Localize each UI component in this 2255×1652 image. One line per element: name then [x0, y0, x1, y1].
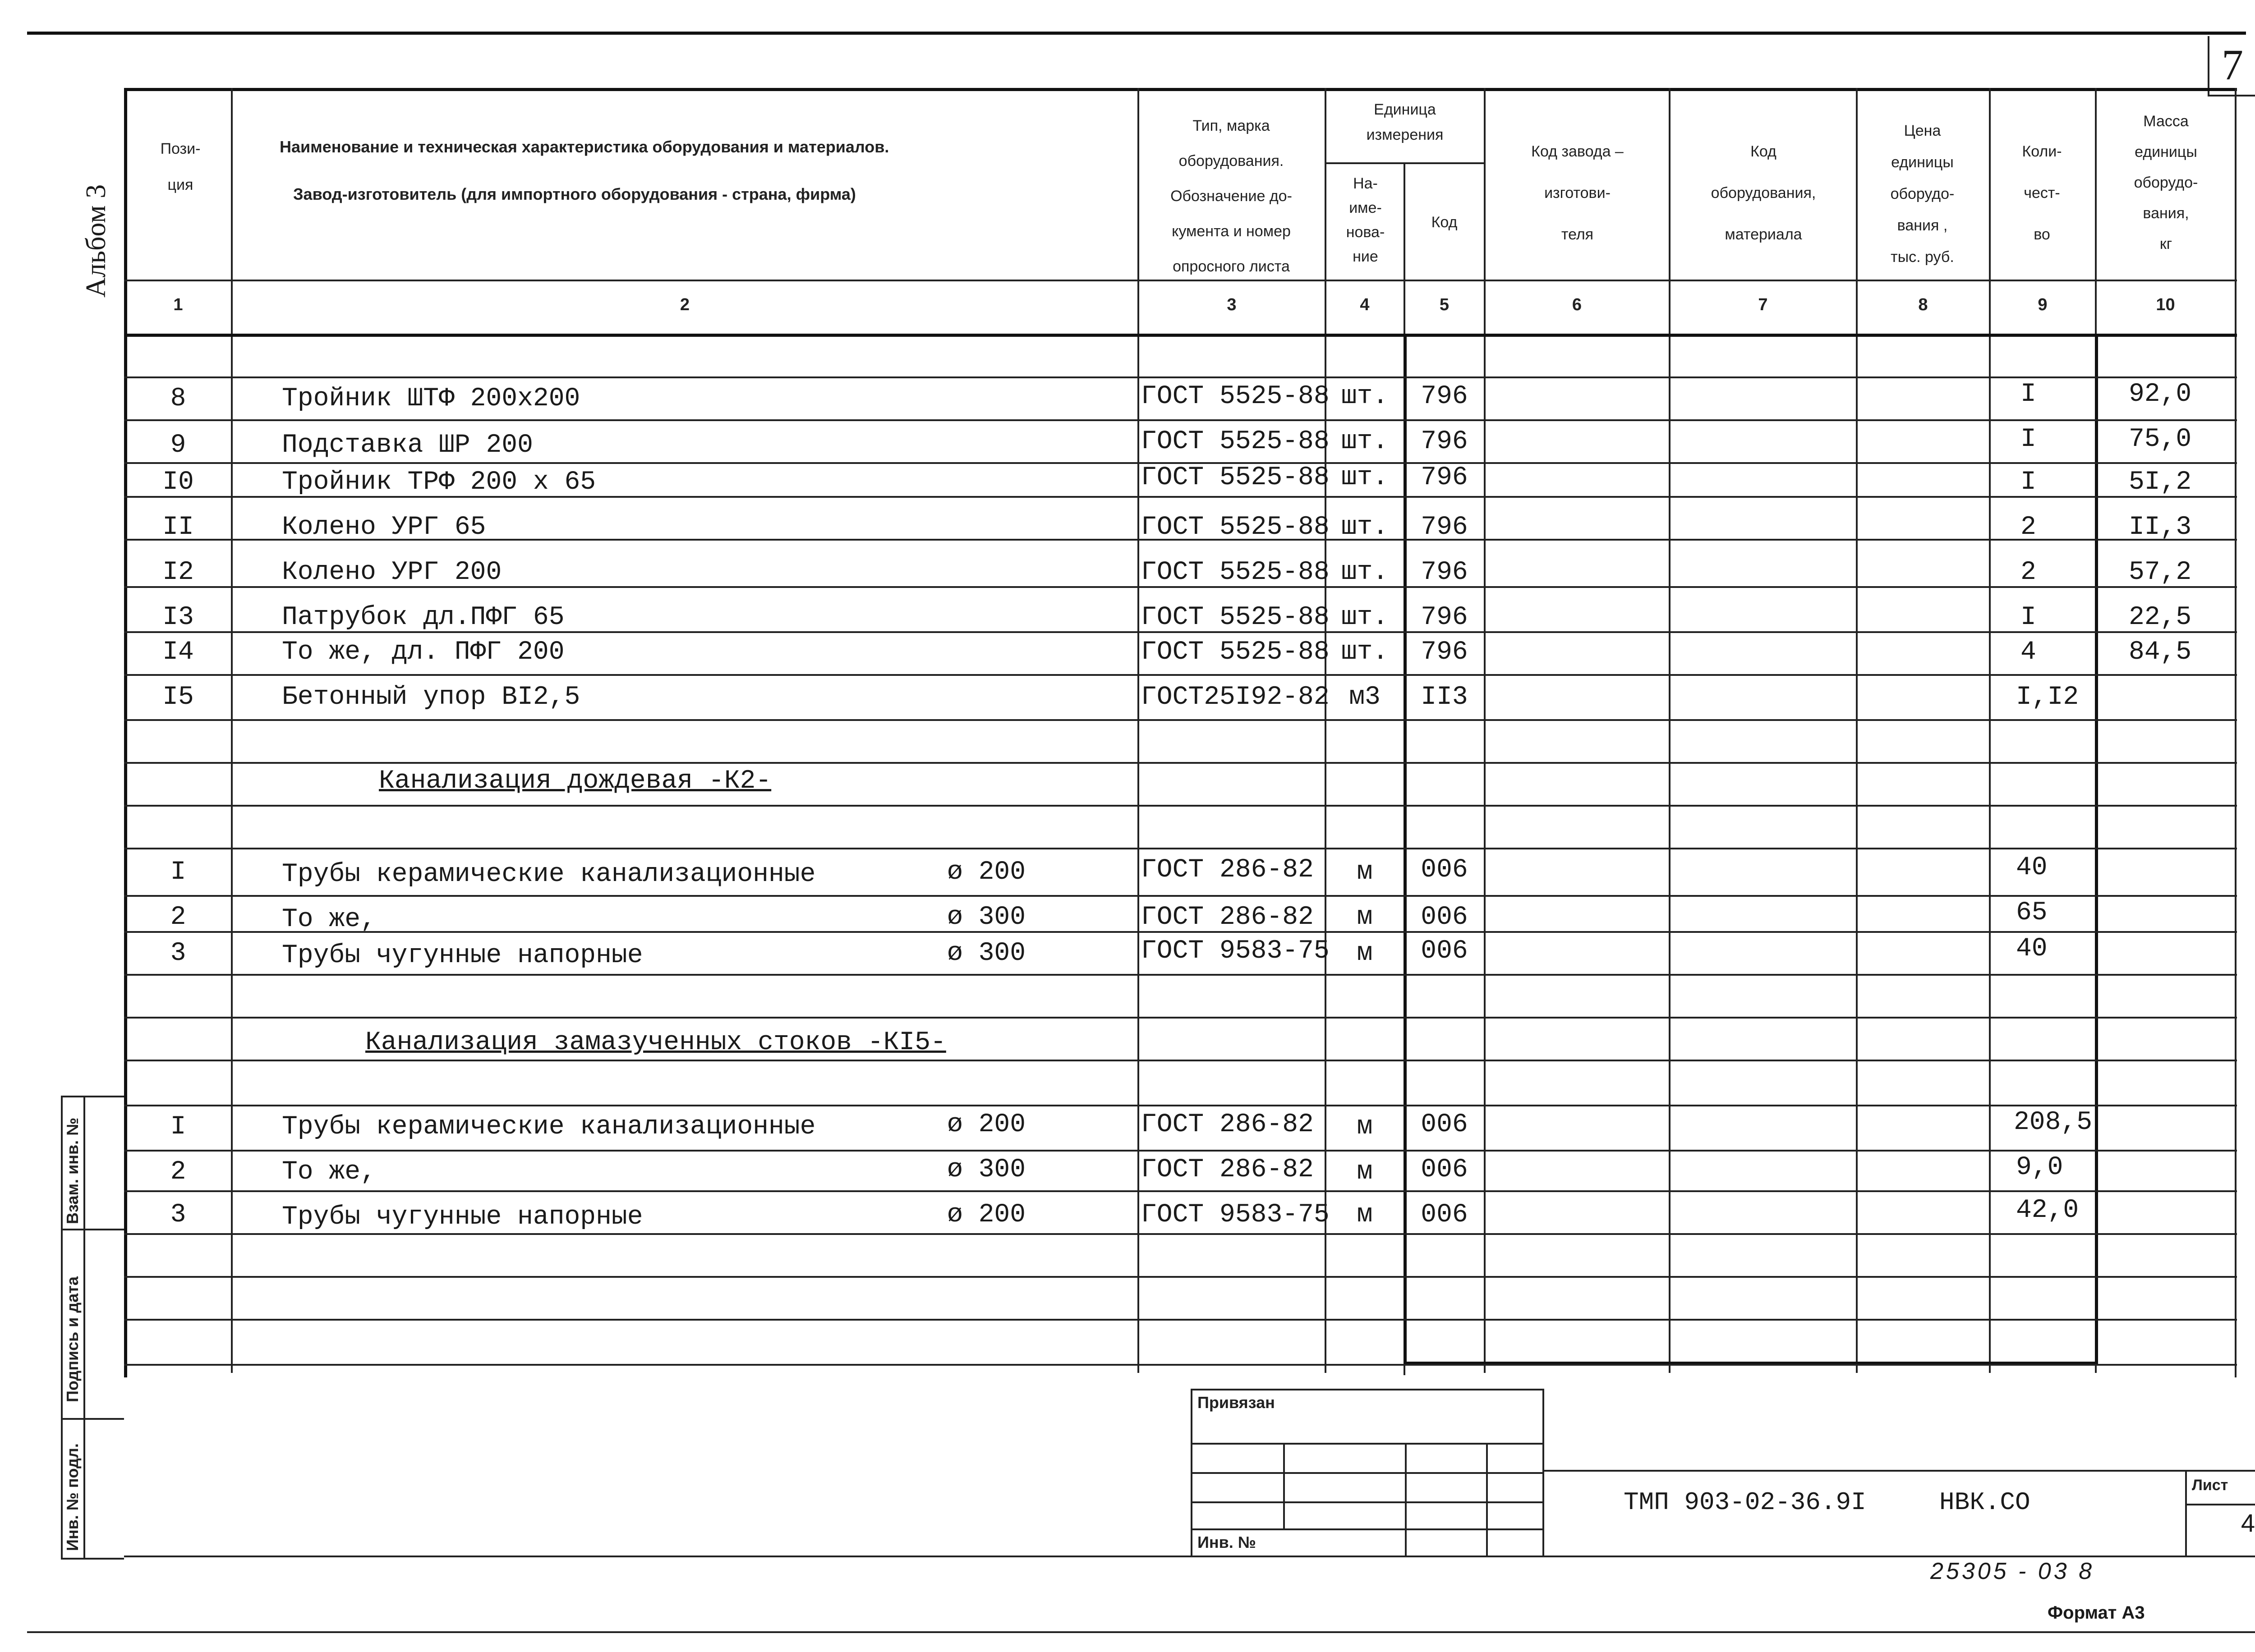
row-diameter: ø 200: [947, 858, 1026, 887]
col-number-3: 3: [1227, 295, 1237, 314]
header-unit-name: На- име- нова- ние: [1346, 175, 1385, 265]
row-doc: ГОСТ 5525-88: [1141, 513, 1330, 542]
header-equipment-code: Код оборудования, материала: [1711, 143, 1816, 243]
side-stamp-line: [61, 1418, 124, 1420]
header-name-line2: Завод-изготовитель (для импортного оборудования - страна, фирма): [293, 185, 856, 203]
row-line: [124, 974, 2237, 976]
row-diameter: ø 300: [947, 1155, 1026, 1184]
row-doc: ГОСТ 5525-88: [1141, 427, 1330, 456]
title-block-top: [1542, 1470, 2255, 1472]
row-name: То же,: [282, 905, 376, 934]
row-doc: ГОСТ 5525-88: [1141, 558, 1330, 587]
row-line: [124, 805, 2237, 807]
stamp-inner-v: [1405, 1443, 1407, 1556]
row-code: 796: [1421, 427, 1468, 456]
row-mass: 92,0: [2129, 380, 2192, 409]
row-doc: ГОСТ 9583-75: [1141, 1200, 1330, 1230]
row-line: [124, 848, 2237, 849]
sheet-box-line: [2185, 1504, 2255, 1505]
header-unit-group: Единица измерения: [1366, 101, 1444, 143]
top-border: [27, 32, 2246, 35]
row-code: 796: [1421, 638, 1468, 667]
row-name: Подставка ШР 200: [282, 431, 533, 460]
row-quantity: 9,0: [2016, 1153, 2063, 1182]
header-type-doc: Тип, марка оборудования. Обозначение до- кумента и номер опросного листа: [1170, 117, 1292, 275]
row-quantity: I: [2020, 425, 2036, 454]
row-line: [124, 1105, 2237, 1106]
row-line: [124, 895, 2237, 897]
stamp-sheet-label: Лист: [2192, 1477, 2228, 1494]
row-quantity: 4: [2020, 638, 2036, 667]
row-line: [124, 1017, 2237, 1019]
side-stamp-mid: [83, 1096, 85, 1558]
row-quantity: 40: [2016, 853, 2048, 882]
row-line: [124, 762, 2237, 764]
row-position: I: [170, 1112, 186, 1142]
header-name-line1: Наименование и техническая характеристика оборудования и материалов.: [280, 138, 889, 156]
header-unit-code: Код: [1431, 214, 1458, 231]
row-unit: шт.: [1341, 427, 1389, 456]
format-label: Формат А3: [2048, 1603, 2145, 1623]
side-label-inv-podl: Инв. № подл.: [63, 1443, 82, 1551]
row-code: 006: [1421, 936, 1468, 966]
section-title-k15: Канализация замазученных стоков -КI5-: [365, 1028, 946, 1057]
table-top: [124, 88, 2237, 91]
row-position: I5: [162, 683, 194, 712]
row-position: I3: [162, 603, 194, 632]
row-mass: 75,0: [2129, 425, 2192, 454]
row-name: То же, дл. ПФГ 200: [282, 638, 565, 667]
col-number-1: 1: [173, 295, 183, 314]
row-position: 2: [170, 1157, 186, 1187]
row-unit: шт.: [1341, 558, 1389, 587]
col-number-8: 8: [1918, 295, 1928, 314]
row-mass: II,3: [2129, 513, 2192, 542]
row-mass: 5I,2: [2129, 468, 2192, 497]
page-number: 7: [2222, 41, 2243, 89]
section-title-k2: Канализация дождевая -К2-: [379, 766, 772, 796]
row-quantity: I: [2020, 380, 2036, 409]
col-number-9: 9: [2038, 295, 2048, 314]
row-code: 006: [1421, 1155, 1468, 1184]
row-position: 9: [170, 431, 186, 460]
header-factory-code: Код завода – изготови- теля: [1531, 143, 1624, 243]
row-line: [124, 674, 2237, 676]
row-quantity: I,I2: [2016, 683, 2079, 712]
col-number-10: 10: [2156, 295, 2175, 314]
row-line: [124, 1364, 2237, 1366]
row-doc: ГОСТ 5525-88: [1141, 603, 1330, 632]
stamp-sheet-number: 4: [2241, 1509, 2255, 1537]
row-quantity: I: [2020, 468, 2036, 497]
stamp-box-top: [1191, 1389, 1542, 1390]
row-code: 796: [1421, 382, 1468, 411]
row-unit: м: [1357, 1157, 1373, 1187]
row-line: [124, 1060, 2237, 1061]
row-code: 796: [1421, 558, 1468, 587]
row-quantity: 2: [2020, 513, 2036, 542]
header-quantity: Коли- чест- во: [2022, 143, 2062, 243]
row-code: 796: [1421, 603, 1468, 632]
row-line: [124, 719, 2237, 721]
row-diameter: ø 300: [947, 939, 1026, 968]
row-quantity: 65: [2016, 898, 2048, 927]
row-doc: ГОСТ25I92-82: [1141, 683, 1330, 712]
row-unit: шт.: [1341, 638, 1389, 667]
side-label-vzam: Взам. инв. №: [63, 1117, 82, 1224]
bottom-border: [27, 1631, 2255, 1633]
row-position: I: [170, 858, 186, 887]
stamp-mark: НВК.СО: [1939, 1488, 2030, 1517]
row-unit: шт.: [1341, 603, 1389, 632]
row-position: 3: [170, 939, 186, 968]
row-name: Тройник ШТФ 200х200: [282, 384, 580, 413]
row-quantity: 40: [2016, 934, 2048, 964]
row-code: 006: [1421, 903, 1468, 932]
stamp-line: [1191, 1443, 1542, 1445]
row-mass: 84,5: [2129, 638, 2192, 667]
row-diameter: ø 200: [947, 1110, 1026, 1139]
album-label: Альбом 3: [81, 184, 111, 298]
stamp-doc-code: ТМП 903-02-36.9I: [1624, 1488, 1866, 1517]
row-name: Тройник ТРФ 200 х 65: [282, 468, 596, 497]
col-number-6: 6: [1572, 295, 1582, 314]
row-doc: ГОСТ 286-82: [1141, 1110, 1314, 1139]
row-name: Патрубок дл.ПФГ 65: [282, 603, 565, 632]
row-position: II: [162, 513, 194, 542]
row-unit: м: [1357, 903, 1373, 932]
stamp-box-right: [1542, 1389, 1544, 1556]
row-position: I0: [162, 468, 194, 497]
unit-group-line: [1325, 162, 1484, 164]
stamp-line: [1191, 1528, 1542, 1530]
row-quantity: 2: [2020, 558, 2036, 587]
side-stamp-top: [61, 1096, 124, 1097]
table-right: [2235, 88, 2237, 1377]
stamp-inner-v: [1283, 1443, 1285, 1528]
row-name: Колено УРГ 200: [282, 558, 502, 587]
stamp-privyazan: Привязан: [1197, 1393, 1275, 1412]
col-number-4: 4: [1360, 295, 1370, 314]
row-name: Бетонный упор BI2,5: [282, 683, 580, 712]
row-unit: шт.: [1341, 382, 1389, 411]
row-line: [124, 1276, 2237, 1278]
row-unit: м3: [1349, 683, 1381, 712]
body-bottom: [124, 1556, 2255, 1557]
row-code: 006: [1421, 1200, 1468, 1230]
row-position: 3: [170, 1200, 186, 1230]
row-doc: ГОСТ 286-82: [1141, 855, 1314, 885]
row-name: Трубы керамические канализационные: [282, 860, 816, 889]
row-doc: ГОСТ 286-82: [1141, 903, 1314, 932]
row-line: [124, 1150, 2237, 1152]
row-doc: ГОСТ 5525-88: [1141, 463, 1330, 492]
sheet-box-left: [2185, 1470, 2187, 1556]
row-line: [124, 1319, 2237, 1321]
row-line: [124, 419, 2237, 421]
row-code: 006: [1421, 1110, 1468, 1139]
row-name: Трубы керамические канализационные: [282, 1112, 816, 1142]
col-number-2: 2: [680, 295, 690, 314]
row-name: То же,: [282, 1157, 376, 1187]
row-line: [124, 1233, 2237, 1235]
stamp-line: [1191, 1501, 1542, 1503]
side-label-podpis: Подпись и дата: [63, 1276, 82, 1402]
col-number-5: 5: [1439, 295, 1450, 314]
side-stamp-bottom: [61, 1558, 124, 1560]
row-doc: ГОСТ 286-82: [1141, 1155, 1314, 1184]
row-mass: 22,5: [2129, 603, 2192, 632]
row-position: 2: [170, 903, 186, 932]
row-unit: м: [1357, 1200, 1373, 1230]
row-unit: шт.: [1341, 463, 1389, 492]
row-code: 796: [1421, 463, 1468, 492]
colnum-bottom: [124, 334, 2237, 337]
row-doc: ГОСТ 5525-88: [1141, 638, 1330, 667]
row-code: 006: [1421, 855, 1468, 885]
row-position: I4: [162, 638, 194, 667]
page-number-box-left: [2208, 36, 2209, 95]
row-name: Трубы чугунные напорные: [282, 1202, 643, 1232]
row-position: 8: [170, 384, 186, 413]
header-position: Пози- ция: [160, 140, 201, 193]
row-name: Трубы чугунные напорные: [282, 941, 643, 970]
header-mass: Масса единицы оборудо- вания, кг: [2134, 113, 2198, 252]
row-quantity: 208,5: [2014, 1108, 2093, 1137]
stamp-line: [1191, 1472, 1542, 1474]
row-diameter: ø 300: [947, 903, 1026, 932]
row-unit: м: [1357, 939, 1373, 968]
side-stamp-line: [61, 1229, 124, 1230]
side-stamp-left: [61, 1096, 63, 1558]
row-code: 796: [1421, 513, 1468, 542]
archive-number: 25305 - 03 8: [1930, 1558, 2095, 1584]
row-quantity: I: [2020, 603, 2036, 632]
row-mass: 57,2: [2129, 558, 2192, 587]
row-unit: шт.: [1341, 513, 1389, 542]
row-unit: м: [1357, 1112, 1373, 1142]
row-name: Колено УРГ 65: [282, 513, 486, 542]
row-quantity: 42,0: [2016, 1196, 2079, 1225]
row-doc: ГОСТ 9583-75: [1141, 936, 1330, 966]
row-code: II3: [1421, 683, 1468, 712]
col-number-7: 7: [1758, 295, 1768, 314]
row-line: [124, 376, 2237, 378]
row-line: [124, 1190, 2237, 1192]
header-price: Цена единицы оборудо- вания , тыс. руб.: [1890, 122, 1955, 266]
page-number-box-bottom: [2208, 95, 2255, 96]
row-position: I2: [162, 558, 194, 587]
row-doc: ГОСТ 5525-88: [1141, 382, 1330, 411]
row-unit: м: [1357, 858, 1373, 887]
stamp-inv-no: Инв. №: [1197, 1533, 1256, 1551]
row-diameter: ø 200: [947, 1200, 1026, 1230]
stamp-inner-v: [1486, 1443, 1488, 1556]
